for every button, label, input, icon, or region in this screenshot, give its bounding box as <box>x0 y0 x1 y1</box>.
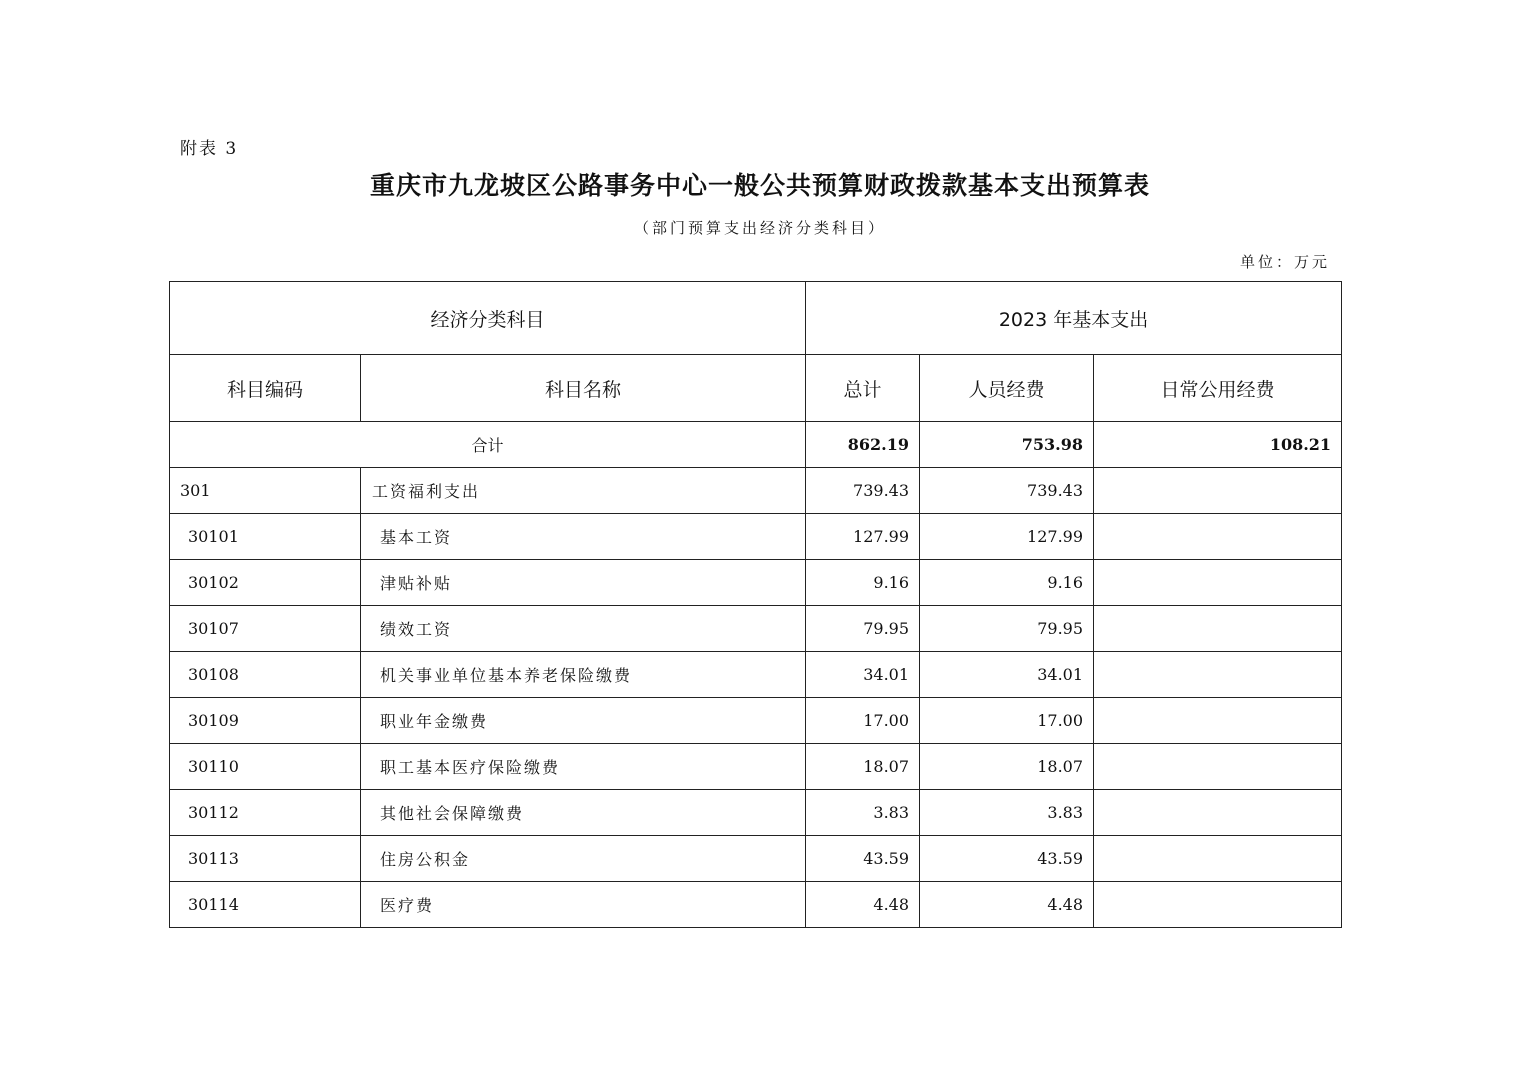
cell-code: 30109 <box>170 698 361 744</box>
cell-name: 住房公积金 <box>361 836 806 882</box>
cell-name: 机关事业单位基本养老保险缴费 <box>361 652 806 698</box>
table-row <box>170 652 1342 698</box>
page-title: 重庆市九龙坡区公路事务中心一般公共预算财政拨款基本支出预算表 <box>369 171 1150 200</box>
cell-total: 18.07 <box>806 744 920 790</box>
total-cell-public: 108.21 <box>1094 422 1342 468</box>
header-name: 科目名称 <box>361 355 806 422</box>
table-row <box>170 882 1342 928</box>
header-total: 总计 <box>806 355 920 422</box>
cell-code: 30101 <box>170 514 361 560</box>
cell-personnel: 43.59 <box>920 836 1094 882</box>
total-row <box>170 422 1342 468</box>
cell-total: 4.48 <box>806 882 920 928</box>
table-row <box>170 606 1342 652</box>
cell-personnel: 18.07 <box>920 744 1094 790</box>
unit-label: 单位：万元 <box>1239 253 1330 271</box>
cell-personnel: 79.95 <box>920 606 1094 652</box>
cell-code: 30114 <box>170 882 361 928</box>
page-subtitle: （部门预算支出经济分类科目） <box>633 219 886 237</box>
cell-name: 其他社会保障缴费 <box>361 790 806 836</box>
cell-public <box>1094 652 1342 698</box>
table-row <box>170 468 1342 514</box>
total-cell-total: 862.19 <box>806 422 920 468</box>
cell-personnel: 4.48 <box>920 882 1094 928</box>
cell-personnel: 17.00 <box>920 698 1094 744</box>
cell-name: 基本工资 <box>361 514 806 560</box>
column-header-row <box>170 355 1342 422</box>
cell-code: 301 <box>170 468 361 514</box>
table-row <box>170 836 1342 882</box>
cell-personnel: 34.01 <box>920 652 1094 698</box>
cell-public <box>1094 468 1342 514</box>
table-row <box>170 790 1342 836</box>
cell-code: 30113 <box>170 836 361 882</box>
cell-code: 30112 <box>170 790 361 836</box>
header-classification: 经济分类科目 <box>170 282 806 355</box>
table-row <box>170 514 1342 560</box>
cell-personnel: 739.43 <box>920 468 1094 514</box>
cell-total: 79.95 <box>806 606 920 652</box>
cell-personnel: 9.16 <box>920 560 1094 606</box>
cell-public <box>1094 882 1342 928</box>
group-header-row <box>170 282 1342 355</box>
cell-public <box>1094 698 1342 744</box>
budget-table <box>169 281 1342 928</box>
cell-total: 34.01 <box>806 652 920 698</box>
cell-name: 津贴补贴 <box>361 560 806 606</box>
cell-name: 绩效工资 <box>361 606 806 652</box>
annex-label: 附表 3 <box>180 139 239 159</box>
cell-name: 职工基本医疗保险缴费 <box>361 744 806 790</box>
cell-public <box>1094 560 1342 606</box>
cell-total: 17.00 <box>806 698 920 744</box>
cell-name: 工资福利支出 <box>361 468 806 514</box>
cell-code: 30108 <box>170 652 361 698</box>
cell-total: 739.43 <box>806 468 920 514</box>
cell-public <box>1094 790 1342 836</box>
header-expenditure: 2023 年基本支出 <box>806 282 1342 355</box>
cell-total: 43.59 <box>806 836 920 882</box>
cell-code: 30107 <box>170 606 361 652</box>
cell-total: 9.16 <box>806 560 920 606</box>
table-row <box>170 560 1342 606</box>
header-personnel: 人员经费 <box>920 355 1094 422</box>
total-cell-personnel: 753.98 <box>920 422 1094 468</box>
cell-public <box>1094 836 1342 882</box>
cell-code: 30102 <box>170 560 361 606</box>
cell-public <box>1094 514 1342 560</box>
cell-personnel: 3.83 <box>920 790 1094 836</box>
cell-name: 职业年金缴费 <box>361 698 806 744</box>
cell-code: 30110 <box>170 744 361 790</box>
cell-total: 3.83 <box>806 790 920 836</box>
header-public: 日常公用经费 <box>1094 355 1342 422</box>
header-code: 科目编码 <box>170 355 361 422</box>
total-label: 合计 <box>170 422 806 468</box>
cell-personnel: 127.99 <box>920 514 1094 560</box>
cell-public <box>1094 744 1342 790</box>
table-row <box>170 698 1342 744</box>
cell-total: 127.99 <box>806 514 920 560</box>
table-row <box>170 744 1342 790</box>
cell-public <box>1094 606 1342 652</box>
cell-name: 医疗费 <box>361 882 806 928</box>
